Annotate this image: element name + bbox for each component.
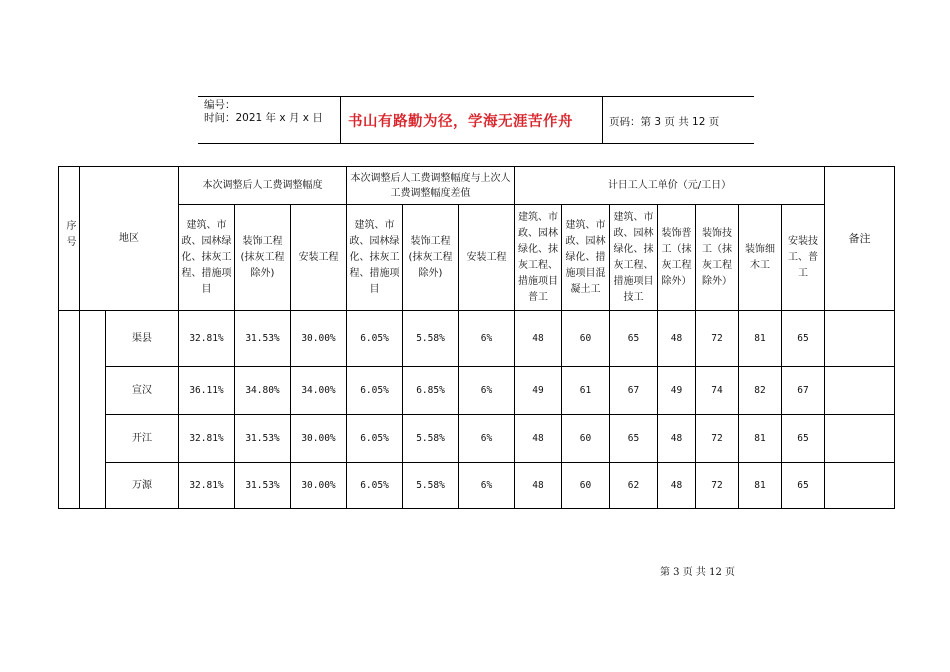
value-cell: 65	[610, 311, 658, 367]
sub-header: 装饰细木工	[739, 205, 782, 311]
remark-header: 备注	[825, 167, 895, 311]
value-cell: 60	[562, 311, 610, 367]
wage-table	[58, 166, 895, 509]
seq-cell	[59, 311, 80, 509]
value-cell: 5.58%	[403, 311, 459, 367]
header-motto: 书山有路勤为径，学海无涯苦作舟	[348, 114, 573, 130]
table-row	[59, 367, 895, 415]
sub-header: 安装技工、普工	[782, 205, 825, 311]
value-cell: 49	[658, 367, 696, 415]
value-cell: 6.05%	[347, 415, 403, 463]
value-cell: 34.80%	[235, 367, 291, 415]
sub-header: 装饰技工（抹灰工程除外）	[696, 205, 739, 311]
value-cell: 61	[562, 367, 610, 415]
value-cell: 48	[658, 463, 696, 509]
sub-header: 建筑、市政、园林绿化、抹灰工程、措施项目普工	[515, 205, 562, 311]
value-cell: 6%	[459, 463, 515, 509]
value-cell: 6.05%	[347, 463, 403, 509]
value-cell: 81	[739, 311, 782, 367]
number-label: 编号：	[204, 99, 236, 111]
value-cell: 36.11%	[179, 367, 235, 415]
seq-header: 序号	[59, 167, 80, 311]
value-cell: 6.85%	[403, 367, 459, 415]
header-page-info: 页码：第 3 页 共 12 页	[609, 116, 720, 128]
region-cell: 宣汉	[106, 367, 179, 415]
sub-header: 建筑、市政、园林绿化、抹灰工程、措施项目技工	[610, 205, 658, 311]
value-cell: 32.81%	[179, 463, 235, 509]
value-cell: 60	[562, 415, 610, 463]
table-row	[59, 415, 895, 463]
sub-header: 装饰工程(抹灰工程除外)	[403, 205, 459, 311]
value-cell: 30.00%	[291, 463, 347, 509]
sub-header: 建筑、市政、园林绿化、抹灰工程、措施项目	[179, 205, 235, 311]
value-cell: 65	[782, 311, 825, 367]
remark-cell	[825, 415, 895, 463]
value-cell: 65	[782, 463, 825, 509]
table-row	[59, 463, 895, 509]
sub-header: 装饰工程(抹灰工程除外)	[235, 205, 291, 311]
sub-header: 安装工程	[459, 205, 515, 311]
value-cell: 5.58%	[403, 415, 459, 463]
value-cell: 65	[782, 415, 825, 463]
value-cell: 31.53%	[235, 463, 291, 509]
table-row	[59, 311, 895, 367]
header-meta	[198, 97, 340, 143]
page-footer: 第 3 页 共 12 页	[660, 567, 735, 578]
value-cell: 32.81%	[179, 311, 235, 367]
remark-cell	[825, 311, 895, 367]
value-cell: 6.05%	[347, 367, 403, 415]
value-cell: 60	[562, 463, 610, 509]
value-cell: 30.00%	[291, 415, 347, 463]
value-cell: 6%	[459, 311, 515, 367]
value-cell: 81	[739, 415, 782, 463]
value-cell: 67	[610, 367, 658, 415]
value-cell: 72	[696, 311, 739, 367]
value-cell: 81	[739, 463, 782, 509]
sub-header: 建筑、市政、园林绿化、抹灰工程、措施项目	[347, 205, 403, 311]
region-cell: 开江	[106, 415, 179, 463]
sub-header: 装饰普工（抹灰工程除外）	[658, 205, 696, 311]
group-header-1: 本次调整后人工费调整幅度	[179, 167, 347, 205]
remark-cell	[825, 367, 895, 415]
value-cell: 48	[515, 463, 562, 509]
value-cell: 6%	[459, 367, 515, 415]
value-cell: 48	[515, 415, 562, 463]
value-cell: 48	[658, 415, 696, 463]
value-cell: 49	[515, 367, 562, 415]
value-cell: 6%	[459, 415, 515, 463]
value-cell: 34.00%	[291, 367, 347, 415]
value-cell: 62	[610, 463, 658, 509]
value-cell: 72	[696, 415, 739, 463]
value-cell: 67	[782, 367, 825, 415]
value-cell: 48	[658, 311, 696, 367]
group-header-3: 计日工人工单价（元/工日）	[515, 167, 825, 205]
value-cell: 32.81%	[179, 415, 235, 463]
value-cell: 31.53%	[235, 311, 291, 367]
region-cell: 渠县	[106, 311, 179, 367]
region-header: 地区	[80, 167, 179, 311]
region-cell: 万源	[106, 463, 179, 509]
value-cell: 48	[515, 311, 562, 367]
value-cell: 65	[610, 415, 658, 463]
value-cell: 72	[696, 463, 739, 509]
value-cell: 30.00%	[291, 311, 347, 367]
sub-header: 安装工程	[291, 205, 347, 311]
value-cell: 6.05%	[347, 311, 403, 367]
value-cell: 74	[696, 367, 739, 415]
value-cell: 31.53%	[235, 415, 291, 463]
group-header-2: 本次调整后人工费调整幅度与上次人工费调整幅度差值	[347, 167, 515, 205]
document-header	[198, 96, 754, 144]
remark-cell	[825, 463, 895, 509]
value-cell: 82	[739, 367, 782, 415]
sub-header: 建筑、市政、园林绿化、措施项目混凝土工	[562, 205, 610, 311]
header-divider	[602, 97, 603, 143]
value-cell: 5.58%	[403, 463, 459, 509]
sub-seq-cell	[80, 311, 106, 509]
header-divider	[340, 97, 341, 143]
time-label: 时间：2021 年 x 月 x 日	[204, 112, 323, 124]
